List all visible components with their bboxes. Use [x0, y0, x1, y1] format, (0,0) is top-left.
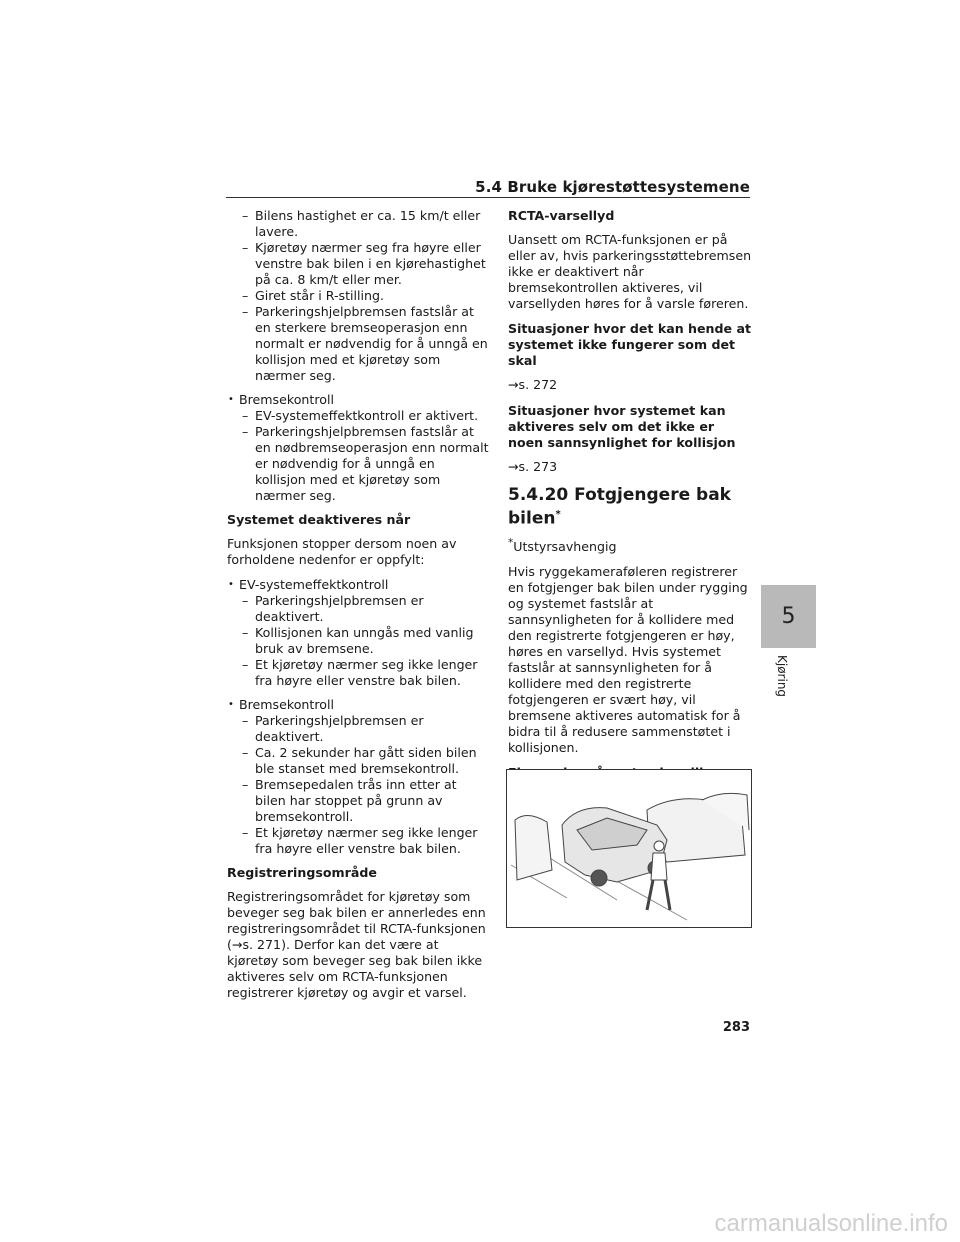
equipment-note-text: Utstyrsavhengig [513, 538, 617, 554]
dash-item: – Ca. 2 sekunder har gått siden bilen ble stanset med bremsekontroll. [227, 745, 489, 777]
dash-item: – Parkeringshjelpbremsen er deaktivert. [227, 593, 489, 625]
dash-item: – Kollisjonen kan unngås med vanlig bruk av bremsene. [227, 625, 489, 657]
dash-item: – Giret står i R-stilling. [227, 288, 489, 304]
parking-lot-drawing [507, 770, 751, 927]
dash-item: – Parkeringshjelpbremsen er deaktivert. [227, 713, 489, 745]
right-column [508, 208, 753, 862]
header-divider [226, 197, 750, 198]
equipment-star: * [508, 536, 514, 549]
bullet-ev-control [227, 577, 489, 689]
chapter-label: Kjøring [775, 655, 789, 698]
bullet-brake-control-2 [227, 697, 489, 857]
bullet-label: • Bremsekontroll [227, 697, 489, 713]
equipment-note [508, 535, 753, 555]
left-column [227, 208, 489, 1010]
bullet-brake-control-1 [227, 392, 489, 504]
bullet-label: • Bremsekontroll [227, 392, 489, 408]
section-body-text: Hvis ryggekamerafølеren registrerer en fotgjenger bak bilen under rygging og systemet fastslår at sannsynligheten for å kollidere med den registrerte fotgjengeren er høy, høres en varsellyd. Hvis systemet fastslår at sannsynligheten for å kollidere med den registrerte fotgjengeren er svært høy, vil bremsene aktiveres automatisk for å bidra til å redusere sammenstøtet i kollisjonen. [508, 563, 748, 755]
dash-item: – Et kjøretøy nærmer seg ikke lenger fra høyre eller venstre bak bilen. [227, 825, 489, 857]
dash-list [227, 593, 489, 689]
top-dash-list [227, 208, 489, 384]
dash-item: – Kjøretøy nærmer seg fra høyre eller venstre bak bilen i en kjørehastighet på ca. 8 km/t eller mer. [227, 240, 489, 288]
page-reference-link[interactable]: →s. 272 [508, 377, 558, 392]
heading-detection-area: Registreringsområde [227, 865, 377, 880]
chapter-number: 5 [781, 604, 796, 629]
heading-deactivated: Systemet deaktiveres når [227, 512, 411, 527]
page-number: 283 [722, 1020, 750, 1035]
chapter-tab [761, 585, 816, 648]
dash-item: – Et kjøretøy nærmer seg ikke lenger fra høyre eller venstre bak bilen. [227, 657, 489, 689]
section-title-text: 5.4.20 Fotgjengere bak bilen [508, 485, 731, 529]
section-star: * [555, 509, 561, 520]
dash-list [227, 408, 489, 504]
dash-list [227, 713, 489, 857]
dash-item: – Bilens hastighet er ca. 15 km/t eller lavere. [227, 208, 489, 240]
dash-item: – EV-systemeffektkontroll er aktivert. [227, 408, 489, 424]
page-header-title: 5.4 Bruke kjørestøttesystemene [475, 178, 750, 196]
heading-situations-false-activation: Situasjoner hvor systemet kan aktiveres selv om det ikke er noen sannsynlighet for kollisjon [508, 403, 736, 450]
section-title [508, 485, 753, 529]
watermark: carmanualsonline.info [714, 1210, 948, 1237]
pedestrian-illustration [506, 769, 752, 928]
detection-area-text: Registreringsområdet for kjøretøy som beveger seg bak bilen er annerledes enn registreringsområdet til RCTA-funksjonen (→s. 271). Derfor kan det være at kjøretøy som beveger seg bak bilen ikke aktiveres selv om RCTA-funksjonen registrerer kjøretøy og avgir et varsel. [227, 889, 486, 1000]
deactivated-intro: Funksjonen stopper dersom noen av forholdene nedenfor er oppfylt: [227, 536, 457, 567]
dash-item: – Bremsepedalen trås inn etter at bilen har stoppet på grunn av bremsekontroll. [227, 777, 489, 825]
bullet-label: • EV-systemeffektkontroll [227, 577, 489, 593]
page-reference-link[interactable]: →s. 273 [508, 459, 558, 474]
dash-item: – Parkeringshjelpbremsen fastslår at en nødbremseoperasjon enn normalt er nødvendig for å unngå en kollisjon med et kjøretøy som nærmer seg. [227, 424, 489, 504]
heading-situations-malfunction: Situasjoner hvor det kan hende at systemet ikke fungerer som det skal [508, 321, 751, 368]
dash-item: – Parkeringshjelpbremsen fastslår at en sterkere bremseoperasjon enn normalt er nødvendig for å unngå en kollisjon med et kjøretøy som nærmer seg. [227, 304, 489, 384]
heading-rcta-sound: RCTA-varsellyd [508, 208, 615, 223]
rcta-sound-text: Uansett om RCTA-funksjonen er på eller av, hvis parkeringsstøttebremsen ikke er deaktivert når bremsekontrollen aktiveres, vil varsellyden høres for å varsle føreren. [508, 232, 752, 311]
